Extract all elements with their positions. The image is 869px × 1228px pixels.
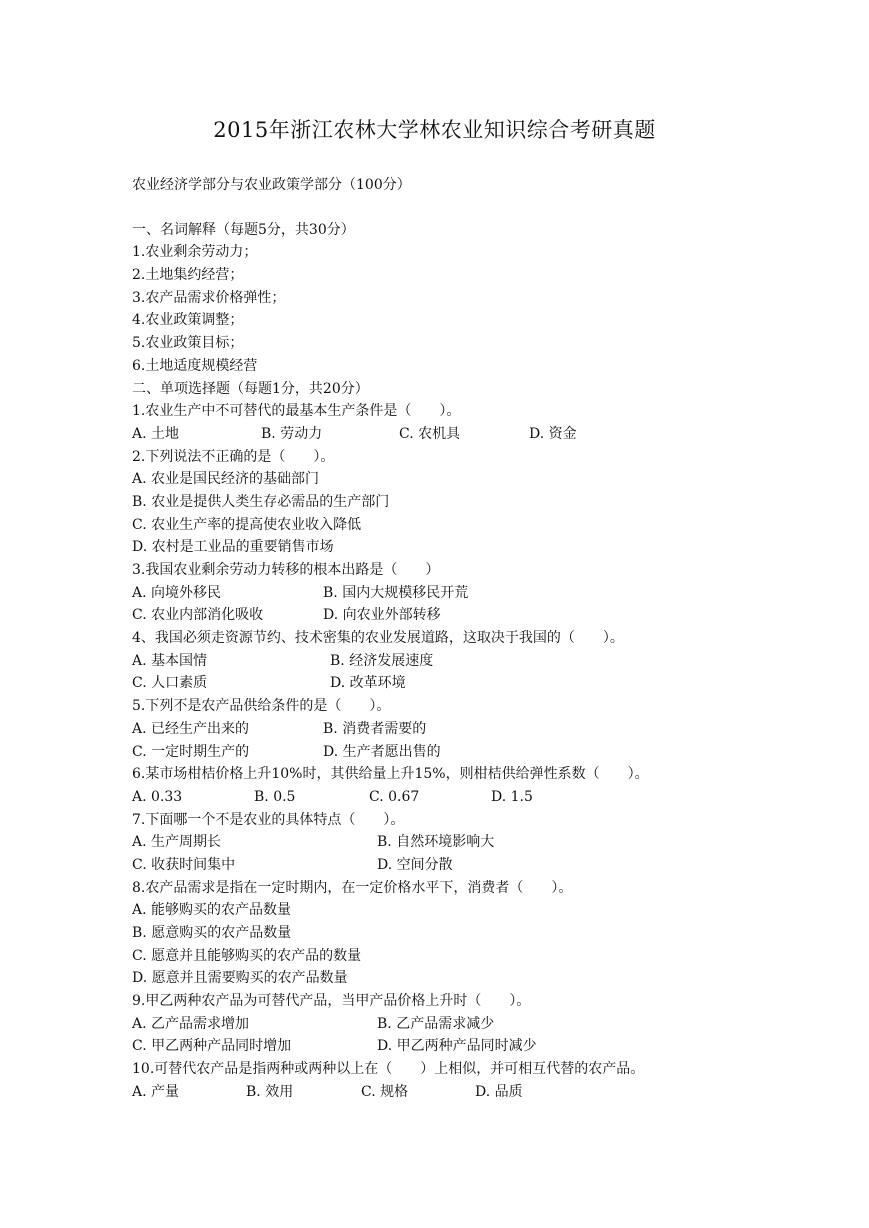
option: B. 乙产品需求减少	[377, 1015, 495, 1032]
option: C. 农业生产率的提高使农业收入降低	[132, 516, 362, 533]
question-stem: 4、我国必须走资源节约、技术密集的农业发展道路，这取决于我国的（ ）。	[132, 630, 624, 647]
question-stem: 5.下列不是农产品供给条件的是（ ）。	[132, 698, 391, 715]
document-body	[132, 174, 752, 1104]
option: A. 乙产品需求增加	[132, 1015, 250, 1032]
section-header: 农业经济学部分与农业政策学部分（100分）	[132, 177, 411, 193]
question-options	[132, 1081, 752, 1104]
option: C. 愿意并且能够购买的农产品的数量	[132, 947, 362, 964]
option: D. 甲乙两种产品同时减少	[377, 1038, 537, 1055]
question-options	[132, 650, 752, 673]
term-item: 1.农业剩余劳动力；	[132, 244, 258, 261]
option: B. 愿意购买的农产品数量	[132, 925, 292, 941]
question-stem: 6.某市场柑桔价格上升10%时，其供给量上升15%，则柑桔供给弹性系数（ ）。	[132, 766, 649, 783]
option: A. 产量	[132, 1083, 180, 1100]
option: C. 甲乙两种产品同时增加	[132, 1038, 292, 1055]
question-options	[132, 1035, 752, 1058]
part2-heading: 二、单项选择题（每题1分，共20分）	[132, 380, 369, 397]
question-options	[132, 831, 752, 854]
option: D. 品质	[475, 1083, 523, 1100]
option: A. 向境外移民	[132, 584, 222, 601]
option: D. 资金	[529, 425, 577, 442]
question-stem: 8.农产品需求是指在一定时期内，在一定价格水平下，消费者（ ）。	[132, 879, 573, 896]
option: A. 农业是国民经济的基础部门	[132, 471, 320, 488]
question-stem: 2.下列说法不正确的是（ ）。	[132, 448, 335, 465]
option: D. 1.5	[491, 788, 533, 805]
option: B. 消费者需要的	[323, 720, 427, 737]
option: C. 收获时间集中	[132, 856, 236, 873]
question-options	[132, 854, 752, 877]
option: D. 改革环境	[330, 675, 406, 692]
option: A. 0.33	[132, 788, 183, 805]
option: C. 人口素质	[132, 675, 208, 692]
option: C. 一定时期生产的	[132, 743, 250, 760]
option: A. 已经生产出来的	[132, 720, 250, 737]
question-options	[132, 604, 752, 627]
option: D. 农村是工业品的重要销售市场	[132, 539, 334, 556]
question-stem: 3.我国农业剩余劳动力转移的根本出路是（ ）	[132, 562, 440, 578]
term-item: 4.农业政策调整；	[132, 312, 244, 329]
term-item: 2.土地集约经营；	[132, 267, 244, 284]
question-stem: 7.下面哪一个不是农业的具体特点（ ）。	[132, 811, 405, 828]
option: A. 生产周期长	[132, 834, 222, 851]
option: B. 国内大规模移民开荒	[323, 584, 469, 601]
option: A. 能够购买的农产品数量	[132, 902, 292, 919]
question-options	[132, 423, 752, 446]
question-stem: 1.农业生产中不可替代的最基本生产条件是（ ）。	[132, 403, 461, 420]
question-options	[132, 741, 752, 764]
question-options	[132, 672, 752, 695]
option: C. 农业内部消化吸收	[132, 607, 264, 624]
option: D. 生产者愿出售的	[323, 743, 441, 760]
document-title: 2015年浙江农林大学林农业知识综合考研真题	[213, 118, 656, 142]
option: C. 农机具	[399, 425, 461, 442]
question-options	[132, 786, 752, 809]
option: A. 基本国情	[132, 652, 208, 669]
option: B. 劳动力	[261, 425, 323, 442]
option: A. 土地	[132, 425, 180, 442]
term-item: 3.农产品需求价格弹性；	[132, 289, 286, 306]
question-stem: 10.可替代农产品是指两种或两种以上在（ ）上相似，并可相互代替的农产品。	[132, 1061, 645, 1078]
option: C. 0.67	[369, 788, 420, 805]
option: B. 0.5	[254, 788, 296, 805]
term-item: 5.农业政策目标；	[132, 335, 244, 352]
option: B. 自然环境影响大	[377, 834, 495, 851]
option: D. 愿意并且需要购买的农产品数量	[132, 970, 348, 987]
question-options	[132, 718, 752, 741]
part1-heading: 一、名词解释（每题5分，共30分）	[132, 221, 355, 238]
term-item: 6.土地适度规模经营	[132, 357, 258, 374]
question-options	[132, 582, 752, 605]
question-stem: 9.甲乙两种农产品为可替代产品，当甲产品价格上升时（ ）。	[132, 993, 531, 1010]
option: B. 农业是提供人类生存必需品的生产部门	[132, 493, 390, 510]
option: C. 规格	[361, 1083, 409, 1100]
question-options	[132, 1013, 752, 1036]
option: D. 空间分散	[377, 856, 453, 873]
option: B. 经济发展速度	[330, 652, 434, 669]
option: D. 向农业外部转移	[323, 607, 441, 624]
option: B. 效用	[246, 1083, 294, 1100]
